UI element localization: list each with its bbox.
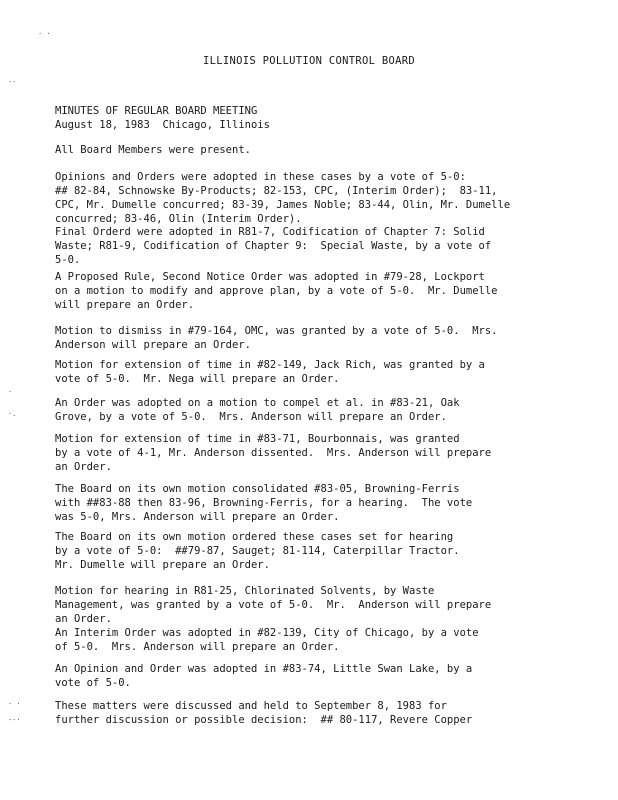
paragraph-line: Management, was granted by a vote of 5-0. Mr. Anderson will prepare [55,599,492,611]
paragraph-line: further discussion or possible decision: ## 80-117, Revere Copper [55,714,473,726]
scan-mark: · · [38,30,51,38]
minutes-paragraph [55,143,575,157]
paragraph-line: with ##83-88 then 83-96, Browning-Ferris, for a hearing. The vote [55,497,473,509]
paragraph-line: on a motion to modify and approve plan, by a vote of 5-0. Mr. Dumelle [55,285,498,297]
paragraph-line: will prepare an Order. [55,299,195,311]
paragraph-line: Mr. Dumelle will prepare an Order. [55,559,270,571]
scan-mark: · [8,388,13,396]
paragraph-line: Motion for hearing in R81-25, Chlorinated Solvents, by Waste [55,585,435,597]
paragraph-line: These matters were discussed and held to September 8, 1983 for [55,700,447,712]
page-title: ILLINOIS POLLUTION CONTROL BOARD [203,55,415,67]
minutes-paragraph [55,324,575,352]
minutes-paragraph [55,699,575,727]
paragraph-line: of 5-0. Mrs. Anderson will prepare an Order. [55,641,340,653]
scan-mark: ·. [8,410,17,418]
minutes-paragraph [55,482,575,524]
paragraph-line: vote of 5-0. Mr. Nega will prepare an Order. [55,373,340,385]
paragraph-line: Motion for extension of time in #82-149, Jack Rich, was granted by a [55,359,485,371]
paragraph-line: Anderson will prepare an Order. [55,339,251,351]
paragraph-line: Motion to dismiss in #79-164, OMC, was granted by a vote of 5-0. Mrs. [55,325,498,337]
minutes-paragraph [55,662,575,690]
paragraph-line: The Board on its own motion consolidated #83-05, Browning-Ferris [55,483,460,495]
scan-mark: ·-· [8,716,21,724]
minutes-heading [55,104,270,132]
paragraph-line: 5-0. [55,254,81,266]
paragraph-line: An Interim Order was adopted in #82-139, City of Chicago, by a vote [55,627,479,639]
minutes-paragraph [55,225,575,267]
minutes-paragraph [55,170,575,226]
paragraph-line: Waste; R81-9, Codification of Chapter 9: Special Waste, by a vote of [55,240,492,252]
minutes-paragraph [55,432,575,474]
heading-line: August 18, 1983 Chicago, Illinois [55,119,270,131]
heading-line: MINUTES OF REGULAR BOARD MEETING [55,105,258,117]
paragraph-line: concurred; 83-46, Olin (Interim Order). [55,213,302,225]
minutes-paragraph [55,270,575,312]
paragraph-line: CPC, Mr. Dumelle concurred; 83-39, James Noble; 83-44, Olin, Mr. Dumelle [55,199,511,211]
minutes-paragraph [55,626,575,654]
minutes-paragraph [55,584,575,626]
scan-mark: ·- [8,78,17,86]
paragraph-line: an Order. [55,613,112,625]
paragraph-line: ## 82-84, Schnowske By-Products; 82-153, CPC, (Interim Order); 83-11, [55,185,498,197]
paragraph-line: vote of 5-0. [55,677,131,689]
paragraph-line: All Board Members were present. [55,144,251,156]
paragraph-line: Motion for extension of time in #83-71, Bourbonnais, was granted [55,433,460,445]
paragraph-line: The Board on its own motion ordered these cases set for hearing [55,531,454,543]
paragraph-line: Opinions and Orders were adopted in these cases by a vote of 5-0: [55,171,466,183]
scan-mark: · · [8,700,21,708]
paragraph-line: by a vote of 5-0: ##79-87, Sauget; 81-114, Caterpillar Tractor. [55,545,460,557]
minutes-paragraph [55,530,575,572]
paragraph-line: was 5-0, Mrs. Anderson will prepare an Order. [55,511,340,523]
minutes-paragraph [55,396,575,424]
paragraph-line: An Opinion and Order was adopted in #83-74, Little Swan Lake, by a [55,663,473,675]
paragraph-line: an Order. [55,461,112,473]
minutes-paragraph [55,358,575,386]
paragraph-line: Grove, by a vote of 5-0. Mrs. Anderson will prepare an Order. [55,411,447,423]
paragraph-line: A Proposed Rule, Second Notice Order was adopted in #79-28, Lockport [55,271,485,283]
paragraph-line: by a vote of 4-1, Mr. Anderson dissented. Mrs. Anderson will prepare [55,447,492,459]
paragraph-line: Final Orderd were adopted in R81-7, Codification of Chapter 7: Solid [55,226,485,238]
paragraph-line: An Order was adopted on a motion to compel et al. in #83-21, Oak [55,397,460,409]
